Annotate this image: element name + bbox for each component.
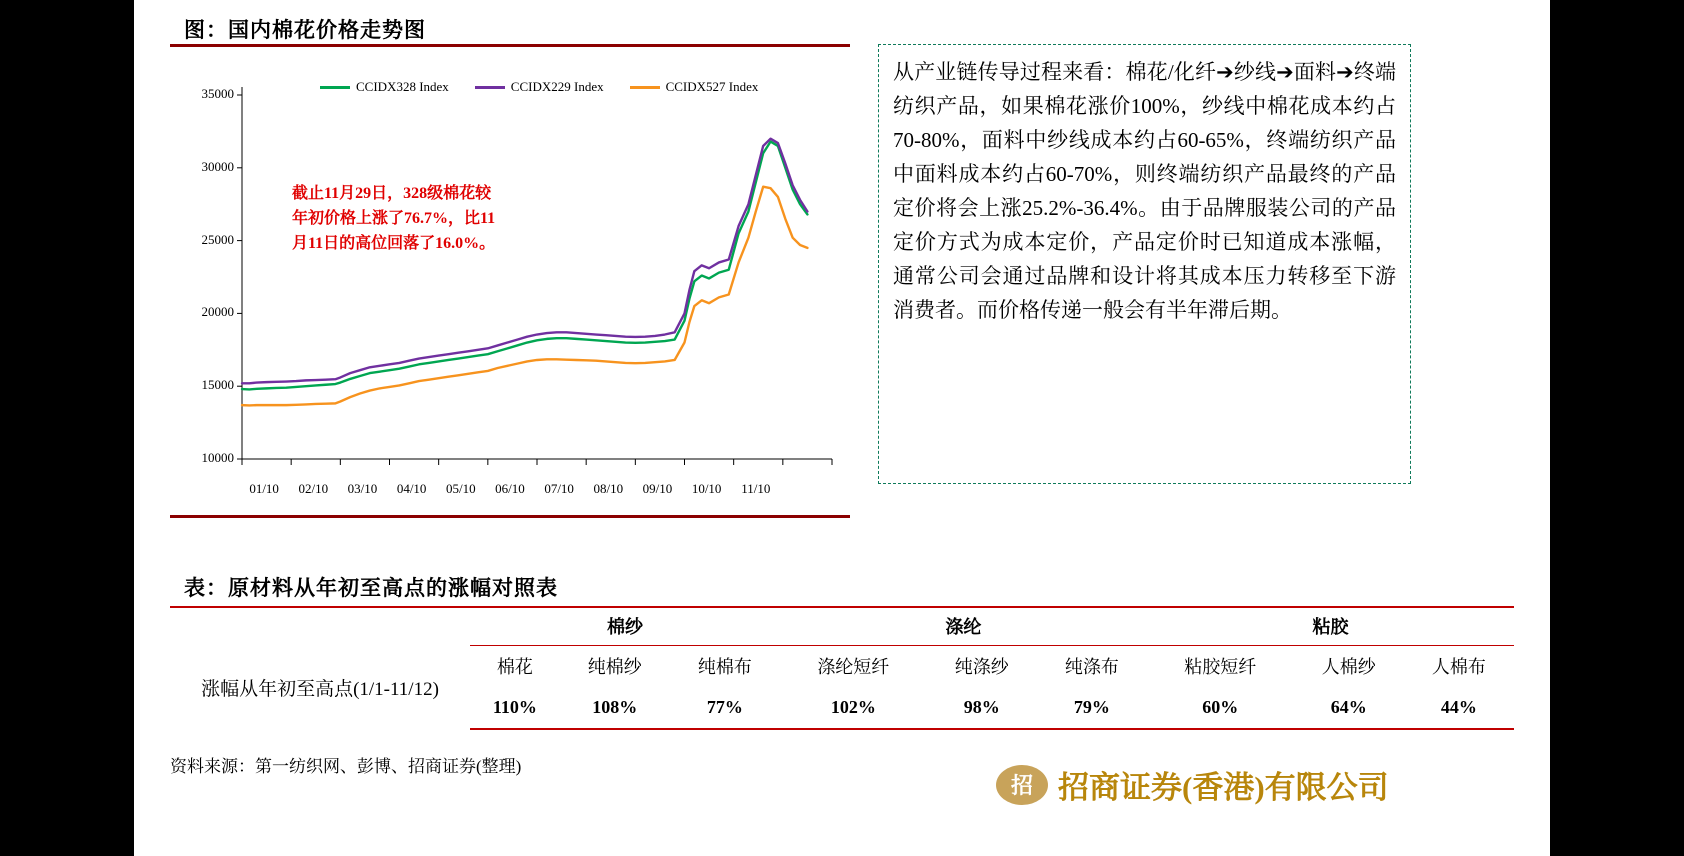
legend-label: CCIDX229 Index <box>510 79 604 94</box>
column-header: 纯棉布 <box>697 657 752 678</box>
figure-container <box>170 44 850 518</box>
table-cell-value: 79% <box>1037 687 1147 729</box>
x-axis-tick-label: 04/10 <box>396 481 427 496</box>
table-cell-value: 102% <box>780 687 927 729</box>
x-axis-tick-label: 06/10 <box>495 481 525 496</box>
chart-plot <box>170 47 850 521</box>
x-axis-tick-label: 08/10 <box>593 481 624 496</box>
legend-label: CCIDX527 Index <box>665 79 759 94</box>
report-page <box>134 0 1550 856</box>
table-column-header-row <box>170 645 1514 687</box>
commentary-text: 从产业链传导过程来看：棉花/化纤➔纱线➔面料➔终端纺织产品，如果棉花涨价100%，纱线中棉花成本约占70-80%，面料中纱线成本约占60-65%，终端纺织产品中面料成本约占60-70%，则终端纺织产品最终的产品定价将会上涨25.2%-36.4%。由于品牌服装公司的产品定价方式为成本定价，产品定价时已知道成本涨幅，通常公司会通过品牌和设计将其成本压力转移至下游消费者。而价格传递一般会有半年滞后期。 <box>893 60 1396 323</box>
y-axis-tick-label: 30000 <box>201 158 234 174</box>
x-axis-tick-label: 02/10 <box>298 481 329 496</box>
x-axis-tick-label: 07/10 <box>544 481 574 496</box>
comparison-table <box>170 606 1514 730</box>
x-axis-tick-label: 10/10 <box>691 481 722 496</box>
y-axis-tick-label: 25000 <box>201 231 234 247</box>
table-cell-value: 60% <box>1147 687 1294 729</box>
column-header: 棉花 <box>496 657 533 678</box>
table-source: 资料来源：第一纺织网、彭博、招商证券(整理) <box>170 757 522 776</box>
column-header: 纯涤纱 <box>954 657 1009 678</box>
table-cell-value: 44% <box>1404 687 1514 729</box>
table-title: 表：原材料从年初至高点的涨幅对照表 <box>184 576 558 600</box>
logo-text: 招商证券(香港)有限公司 <box>1058 770 1389 805</box>
table-cell-value: 98% <box>927 687 1037 729</box>
x-axis-tick-label: 01/10 <box>249 481 279 496</box>
x-axis-tick-label: 09/10 <box>642 481 673 496</box>
table-cell-value: 77% <box>670 687 780 729</box>
table-row-label: 涨幅从年初至高点(1/1-11/12) <box>201 678 439 700</box>
logo-mark-icon: 招 <box>996 765 1048 805</box>
y-axis-tick-label: 35000 <box>201 86 234 101</box>
x-axis-tick-label: 03/10 <box>347 481 378 496</box>
commentary-box <box>878 44 1411 484</box>
table-group-header-row <box>170 607 1514 645</box>
table-cell-value: 108% <box>560 687 670 729</box>
group-header-blank <box>170 607 470 645</box>
column-header: 纯棉纱 <box>587 657 642 678</box>
x-axis-tick-label: 11/10 <box>741 481 771 496</box>
group-header-viscose: 粘胶 <box>1147 607 1514 645</box>
y-axis-tick-label: 20000 <box>201 304 234 320</box>
x-axis-tick-label: 05/10 <box>445 481 476 496</box>
y-axis-tick-label: 10000 <box>201 450 234 465</box>
legend-label: CCIDX328 Index <box>356 79 449 94</box>
group-header-cotton: 棉纱 <box>470 607 780 645</box>
column-header: 人棉布 <box>1431 657 1486 678</box>
group-header-polyester: 涤纶 <box>780 607 1147 645</box>
chart-annotation: 截止11月29日，328级棉花较年初价格上涨了76.7%，比11月11日的高位回落了16.0%。 <box>292 185 496 252</box>
company-logo <box>996 762 1389 807</box>
column-header: 人棉纱 <box>1321 657 1376 678</box>
column-header: 纯涤布 <box>1064 657 1119 678</box>
y-axis-tick-label: 15000 <box>201 377 234 393</box>
table-cell-value: 110% <box>470 687 560 729</box>
price-trend-chart <box>170 47 850 521</box>
table-cell-value: 64% <box>1294 687 1404 729</box>
figure-title: 图：国内棉花价格走势图 <box>184 18 426 42</box>
column-header: 粘胶短纤 <box>1184 657 1257 678</box>
column-header: 涤纶短纤 <box>817 657 890 678</box>
